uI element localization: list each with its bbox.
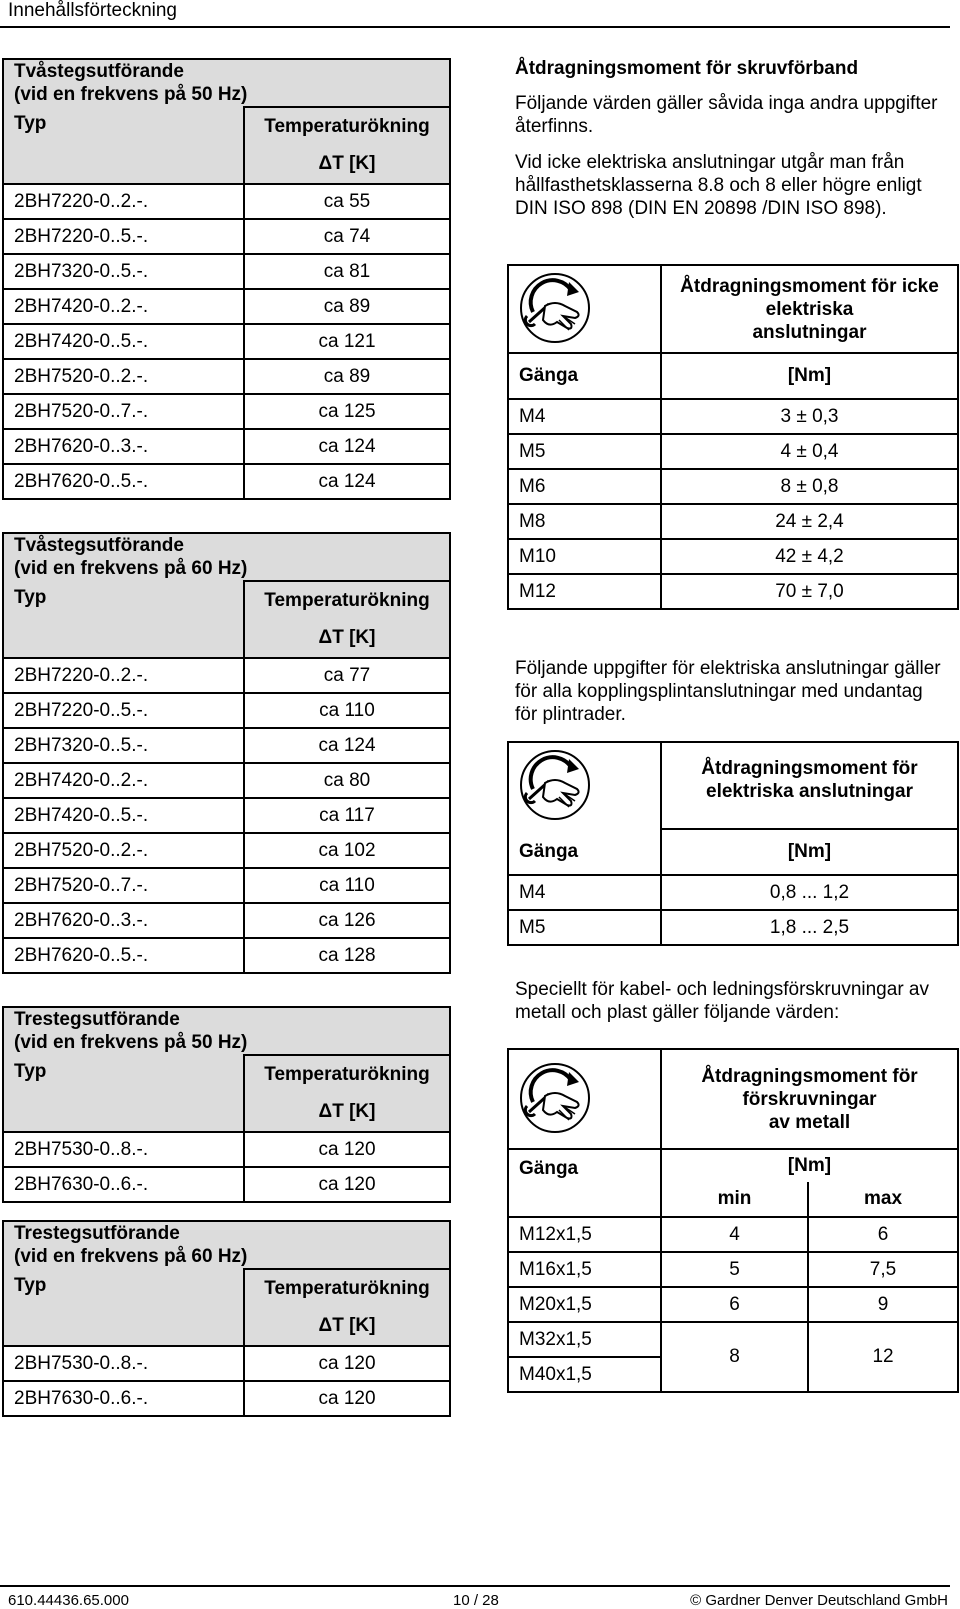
table-row [508, 539, 958, 574]
table-cell: 70 ± 7,0 [661, 574, 958, 609]
table-row [3, 254, 450, 289]
table2-col-unit: [Nm] [661, 829, 958, 875]
gland-paragraph: Speciellt för kabel- och ledningsförskruvningar av metall och plast gäller följande värden: [515, 979, 929, 1023]
electrical-paragraph: Följande uppgifter för elektriska anslutningar gäller för alla kopplingsplintanslutningar med undantag för plintrader. [515, 658, 941, 725]
table-row [3, 464, 450, 499]
table-row [3, 903, 450, 938]
section-title: Tvåstegsutförande (vid en frekvens på 60 Hz) [3, 533, 450, 581]
table-row [3, 324, 450, 359]
table-row [3, 219, 450, 254]
table-cell: 7,5 [808, 1252, 958, 1287]
table-cell: 24 ± 2,4 [661, 504, 958, 539]
table-cell-type: 2BH7220-0..5.-. [3, 219, 244, 254]
table-cell: 6 [808, 1217, 958, 1252]
table-row [3, 394, 450, 429]
table-cell: 0,8 ... 1,2 [661, 875, 958, 910]
table-row [3, 798, 450, 833]
table-cell: M20x1,5 [508, 1287, 661, 1322]
table-row [508, 399, 958, 434]
table-cell-type: 2BH7530-0..8.-. [3, 1132, 244, 1167]
copyright: © Gardner Denver Deutschland GmbH [690, 1592, 948, 1609]
table-cell-temp: ca 110 [244, 868, 450, 903]
table-cell: 8 ± 0,8 [661, 469, 958, 504]
table-cell-type: 2BH7220-0..2.-. [3, 658, 244, 693]
table-cell-temp: ca 124 [244, 728, 450, 763]
table-cell-max: 12 [808, 1322, 958, 1392]
column-header-delta-t: ΔT [K] [244, 1308, 450, 1347]
table-cell-type: 2BH7420-0..5.-. [3, 798, 244, 833]
table-row [508, 1287, 958, 1322]
table-cell-type: 2BH7530-0..8.-. [3, 1346, 244, 1381]
table-row [3, 938, 450, 973]
table-cell-temp: ca 120 [244, 1167, 450, 1202]
table-cell-temp: ca 120 [244, 1346, 450, 1381]
table-cell-type: 2BH7320-0..5.-. [3, 254, 244, 289]
table-row [508, 574, 958, 609]
column-header-temp: Temperaturökning [244, 107, 450, 146]
table-cell-temp: ca 124 [244, 429, 450, 464]
table1-col-unit: [Nm] [661, 353, 958, 399]
table-cell-type: 2BH7620-0..5.-. [3, 464, 244, 499]
wrench-cell [508, 1049, 661, 1149]
table-cell: M8 [508, 504, 661, 539]
table1-body [508, 399, 958, 609]
section-title: Trestegsutförande (vid en frekvens på 50 Hz) [3, 1007, 450, 1055]
table-cell-temp: ca 89 [244, 289, 450, 324]
wrench-cell [508, 265, 661, 352]
table-row [3, 359, 450, 394]
table-cell: M5 [508, 910, 661, 945]
table-cell-temp: ca 125 [244, 394, 450, 429]
table-cell-type: 2BH7420-0..2.-. [3, 763, 244, 798]
table-cell: 6 [661, 1287, 808, 1322]
table-row [508, 875, 958, 910]
table-cell-temp: ca 102 [244, 833, 450, 868]
column-header-temp: Temperaturökning [244, 581, 450, 620]
column-header-type: Typ [3, 581, 244, 658]
table-cell: M12x1,5 [508, 1217, 661, 1252]
table-cell-temp: ca 77 [244, 658, 450, 693]
table-row [3, 693, 450, 728]
table-cell-temp: ca 80 [244, 763, 450, 798]
temperature-table [2, 532, 451, 974]
section-title: Trestegsutförande (vid en frekvens på 60 Hz) [3, 1221, 450, 1269]
table-cell: 9 [808, 1287, 958, 1322]
table1-title: Åtdragningsmoment för icke elektriska anslutningar [661, 265, 958, 353]
table-cell: 3 ± 0,3 [661, 399, 958, 434]
table-cell-temp: ca 117 [244, 798, 450, 833]
table-row: M40x1,5 [508, 1357, 661, 1392]
torque-heading: Åtdragningsmoment för skruvförband [515, 58, 859, 79]
table-cell: M6 [508, 469, 661, 504]
section-title: Tvåstegsutförande (vid en frekvens på 50 Hz) [3, 59, 450, 107]
temperature-table [2, 58, 451, 500]
table-row [508, 1252, 958, 1287]
table-cell-type: 2BH7320-0..5.-. [3, 728, 244, 763]
table-cell-min: 8 [661, 1322, 808, 1392]
table-cell-temp: ca 110 [244, 693, 450, 728]
table-row [508, 910, 958, 945]
header-rule [0, 26, 950, 28]
table-cell-type: 2BH7420-0..5.-. [3, 324, 244, 359]
table-row [3, 728, 450, 763]
page-number: 10 / 28 [453, 1592, 499, 1609]
table-cell-type: 2BH7220-0..5.-. [3, 693, 244, 728]
wrench-hand-icon [519, 272, 591, 350]
table-row: M32x1,5 [508, 1322, 661, 1357]
column-header-type: Typ [3, 1055, 244, 1132]
table-cell-temp: ca 120 [244, 1381, 450, 1416]
wrench-hand-icon [519, 749, 591, 827]
table-cell: 5 [661, 1252, 808, 1287]
table3-col-max: max [808, 1182, 958, 1217]
table-cell-temp: ca 81 [244, 254, 450, 289]
table-row [3, 1346, 450, 1381]
column-header-temp: Temperaturökning [244, 1055, 450, 1094]
table3-title: Åtdragningsmoment för förskruvningar av metall [661, 1049, 958, 1149]
table3-col-min: min [661, 1182, 808, 1217]
torque-table-glands [507, 1048, 959, 1393]
torque-table-non-electrical [507, 264, 959, 610]
table-cell-type: 2BH7420-0..2.-. [3, 289, 244, 324]
column-header-type: Typ [3, 1269, 244, 1346]
table-row [3, 429, 450, 464]
table-cell-type: 2BH7220-0..2.-. [3, 184, 244, 219]
column-header-delta-t: ΔT [K] [244, 146, 450, 185]
table-cell-type: 2BH7520-0..7.-. [3, 394, 244, 429]
table2-body [508, 875, 958, 945]
table-cell: M4 [508, 875, 661, 910]
table-cell-type: 2BH7520-0..2.-. [3, 359, 244, 394]
table-cell-type: 2BH7520-0..7.-. [3, 868, 244, 903]
table-cell-temp: ca 74 [244, 219, 450, 254]
table-cell-temp: ca 128 [244, 938, 450, 973]
table-row [3, 1381, 450, 1416]
table-cell-type: 2BH7620-0..5.-. [3, 938, 244, 973]
column-header-type: Typ [3, 107, 244, 184]
table-cell-type: 2BH7630-0..6.-. [3, 1381, 244, 1416]
table-row [3, 1167, 450, 1202]
table-cell-type: 2BH7520-0..2.-. [3, 833, 244, 868]
table2-col-thread: Gänga [508, 829, 661, 875]
table-cell-temp: ca 121 [244, 324, 450, 359]
table-cell: 4 [661, 1217, 808, 1252]
table-row [508, 504, 958, 539]
temperature-table [2, 1006, 451, 1203]
table-row [3, 184, 450, 219]
column-header-delta-t: ΔT [K] [244, 1094, 450, 1133]
table-cell-type: 2BH7630-0..6.-. [3, 1167, 244, 1202]
table-cell: 4 ± 0,4 [661, 434, 958, 469]
table-cell-type: 2BH7620-0..3.-. [3, 903, 244, 938]
table-cell-temp: ca 55 [244, 184, 450, 219]
table-cell: M4 [508, 399, 661, 434]
table1-col-thread: Gänga [508, 353, 661, 399]
table-row [3, 868, 450, 903]
table-row [508, 434, 958, 469]
table-cell: 42 ± 4,2 [661, 539, 958, 574]
table3-col-thread: Gänga [508, 1149, 661, 1217]
torque-table-electrical [507, 741, 959, 946]
non-electrical-paragraph: Vid icke elektriska anslutningar utgår man från hållfasthetsklasserna 8.8 och 8 eller högre enligt DIN ISO 898 (DIN EN 20898 /DIN ISO 898). [515, 152, 922, 219]
table-cell: M16x1,5 [508, 1252, 661, 1287]
table-row [508, 469, 958, 504]
table3-col-unit: [Nm] [661, 1149, 958, 1182]
table-cell-temp: ca 120 [244, 1132, 450, 1167]
temperature-table [2, 1220, 451, 1417]
column-header-temp: Temperaturökning [244, 1269, 450, 1308]
table-row [3, 1132, 450, 1167]
footer-rule [0, 1585, 950, 1587]
table-row [3, 658, 450, 693]
table-row [3, 763, 450, 798]
table-row [3, 289, 450, 324]
table-row [508, 1217, 958, 1252]
column-header-delta-t: ΔT [K] [244, 620, 450, 659]
table-row [3, 833, 450, 868]
table2-title: Åtdragningsmoment för elektriska anslutningar [661, 742, 958, 829]
table-cell: M10 [508, 539, 661, 574]
table-cell: 1,8 ... 2,5 [661, 910, 958, 945]
table-cell: M12 [508, 574, 661, 609]
document-number: 610.44436.65.000 [8, 1592, 129, 1609]
table-cell-type: 2BH7620-0..3.-. [3, 429, 244, 464]
table-cell: M5 [508, 434, 661, 469]
table-cell-temp: ca 124 [244, 464, 450, 499]
table3-body [508, 1217, 958, 1322]
page-header: Innehållsförteckning [8, 0, 177, 21]
wrench-hand-icon [519, 1062, 591, 1140]
wrench-cell [508, 742, 661, 829]
table-cell-temp: ca 126 [244, 903, 450, 938]
intro-paragraph: Följande värden gäller såvida inga andra uppgifter återfinns. [515, 93, 938, 137]
table-cell-temp: ca 89 [244, 359, 450, 394]
